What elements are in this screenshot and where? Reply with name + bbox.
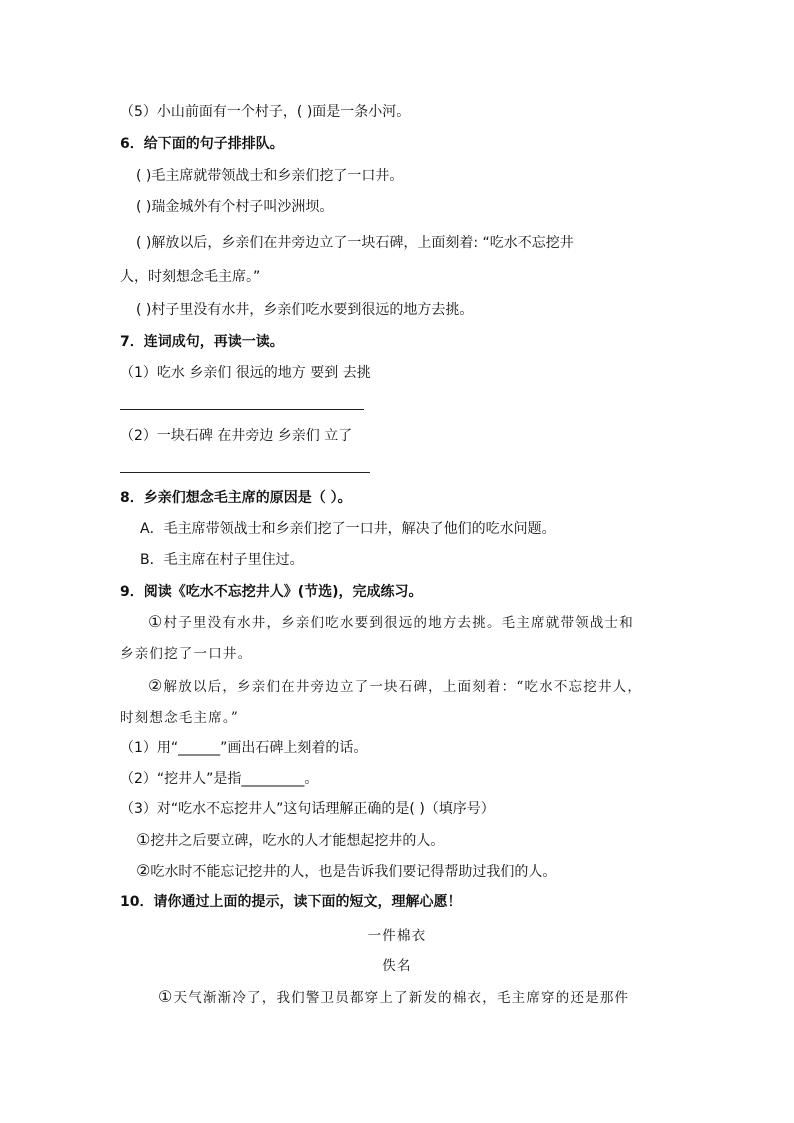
q8-title: 8．乡亲们想念毛主席的原因是（ ）。 (120, 490, 352, 506)
q9-option-1 (136, 831, 444, 850)
q9-sub-3: （3）对“吃水不忘挖井人”这句话理解正确的是( )（填序号） (120, 801, 495, 817)
q6-item-2: ( )瑞金城外有个村子叫沙洲坝。 (136, 199, 334, 215)
q9-passage-p1-cont: 乡亲们挖了一口井。 (120, 646, 253, 662)
q9-passage-p1 (148, 613, 634, 632)
q9-option-1-text: 挖井之后要立碑，吃水的人才能想起挖井的人。 (150, 833, 445, 849)
q6-title: 6．给下面的句子排排队。 (120, 136, 284, 152)
story-paragraph-1 (158, 988, 629, 1007)
q7-answer-line-1[interactable] (120, 409, 364, 410)
q9-option-2-text: 吃水时不能忘记挖井的人，也是告诉我们要记得帮助过我们的人。 (150, 864, 557, 880)
q8-option-b: B．毛主席在村子里住过。 (140, 552, 304, 568)
q6-item-3: ( )解放以后，乡亲们在井旁边立了一块石碑，上面刻着: “吃水不忘挖井 (136, 235, 574, 251)
q6-item-3-cont: 人，时刻想念毛主席。” (120, 269, 261, 285)
q8-option-a: A．毛主席带领战士和乡亲们挖了一口井，解决了他们的吃水问题。 (140, 521, 556, 537)
q7-answer-line-2[interactable] (120, 472, 370, 473)
story-paragraph-1-text: 天气渐渐冷了，我们警卫员都穿上了新发的棉衣，毛主席穿的还是那件 (173, 990, 630, 1006)
q7-item-2: （2）一块石碑 在井旁边 乡亲们 立了 (120, 428, 353, 444)
q9-sub-2: （2）“挖井人”是指_________。 (120, 771, 319, 787)
q9-passage-p2-cont: 时刻想念毛主席。” (120, 710, 239, 726)
circled-number-2: ② (136, 861, 151, 880)
q5-item-5: （5）小山前面有一个村子，( )面是一条小河。 (120, 104, 411, 120)
q9-passage-p1-text: 村子里没有水井，乡亲们吃水要到很远的地方去挑。毛主席就带领战士和 (163, 615, 634, 631)
q7-item-1: （1）吃水 乡亲们 很远的地方 要到 去挑 (120, 365, 371, 381)
circled-number-1: ① (136, 830, 151, 849)
story-author: 佚名 (382, 958, 412, 974)
q9-title: 9．阅读《吃水不忘挖井人》(节选)，完成练习。 (120, 584, 423, 600)
q6-item-1: ( )毛主席就带领战士和乡亲们挖了一口井。 (136, 168, 404, 184)
q9-sub-1: （1）用“______”画出石碑上刻着的话。 (120, 740, 368, 756)
story-title: 一件棉衣 (367, 928, 427, 944)
q9-option-2 (136, 862, 556, 881)
q9-passage-p2-text: 解放以后，乡亲们在井旁边立了一块石碑，上面刻着：“吃水不忘挖井人， (163, 679, 643, 695)
q10-title: 10．请你通过上面的提示，读下面的短文，理解心愿！ (120, 894, 462, 910)
q7-title: 7．连词成句，再读一读。 (120, 334, 284, 350)
circled-number-1: ① (148, 612, 164, 631)
circled-number-1: ① (158, 987, 174, 1006)
q9-passage-p2 (148, 677, 642, 696)
circled-number-2: ② (148, 676, 164, 695)
q6-item-4: ( )村子里没有水井，乡亲们吃水要到很远的地方去挑。 (136, 302, 474, 318)
